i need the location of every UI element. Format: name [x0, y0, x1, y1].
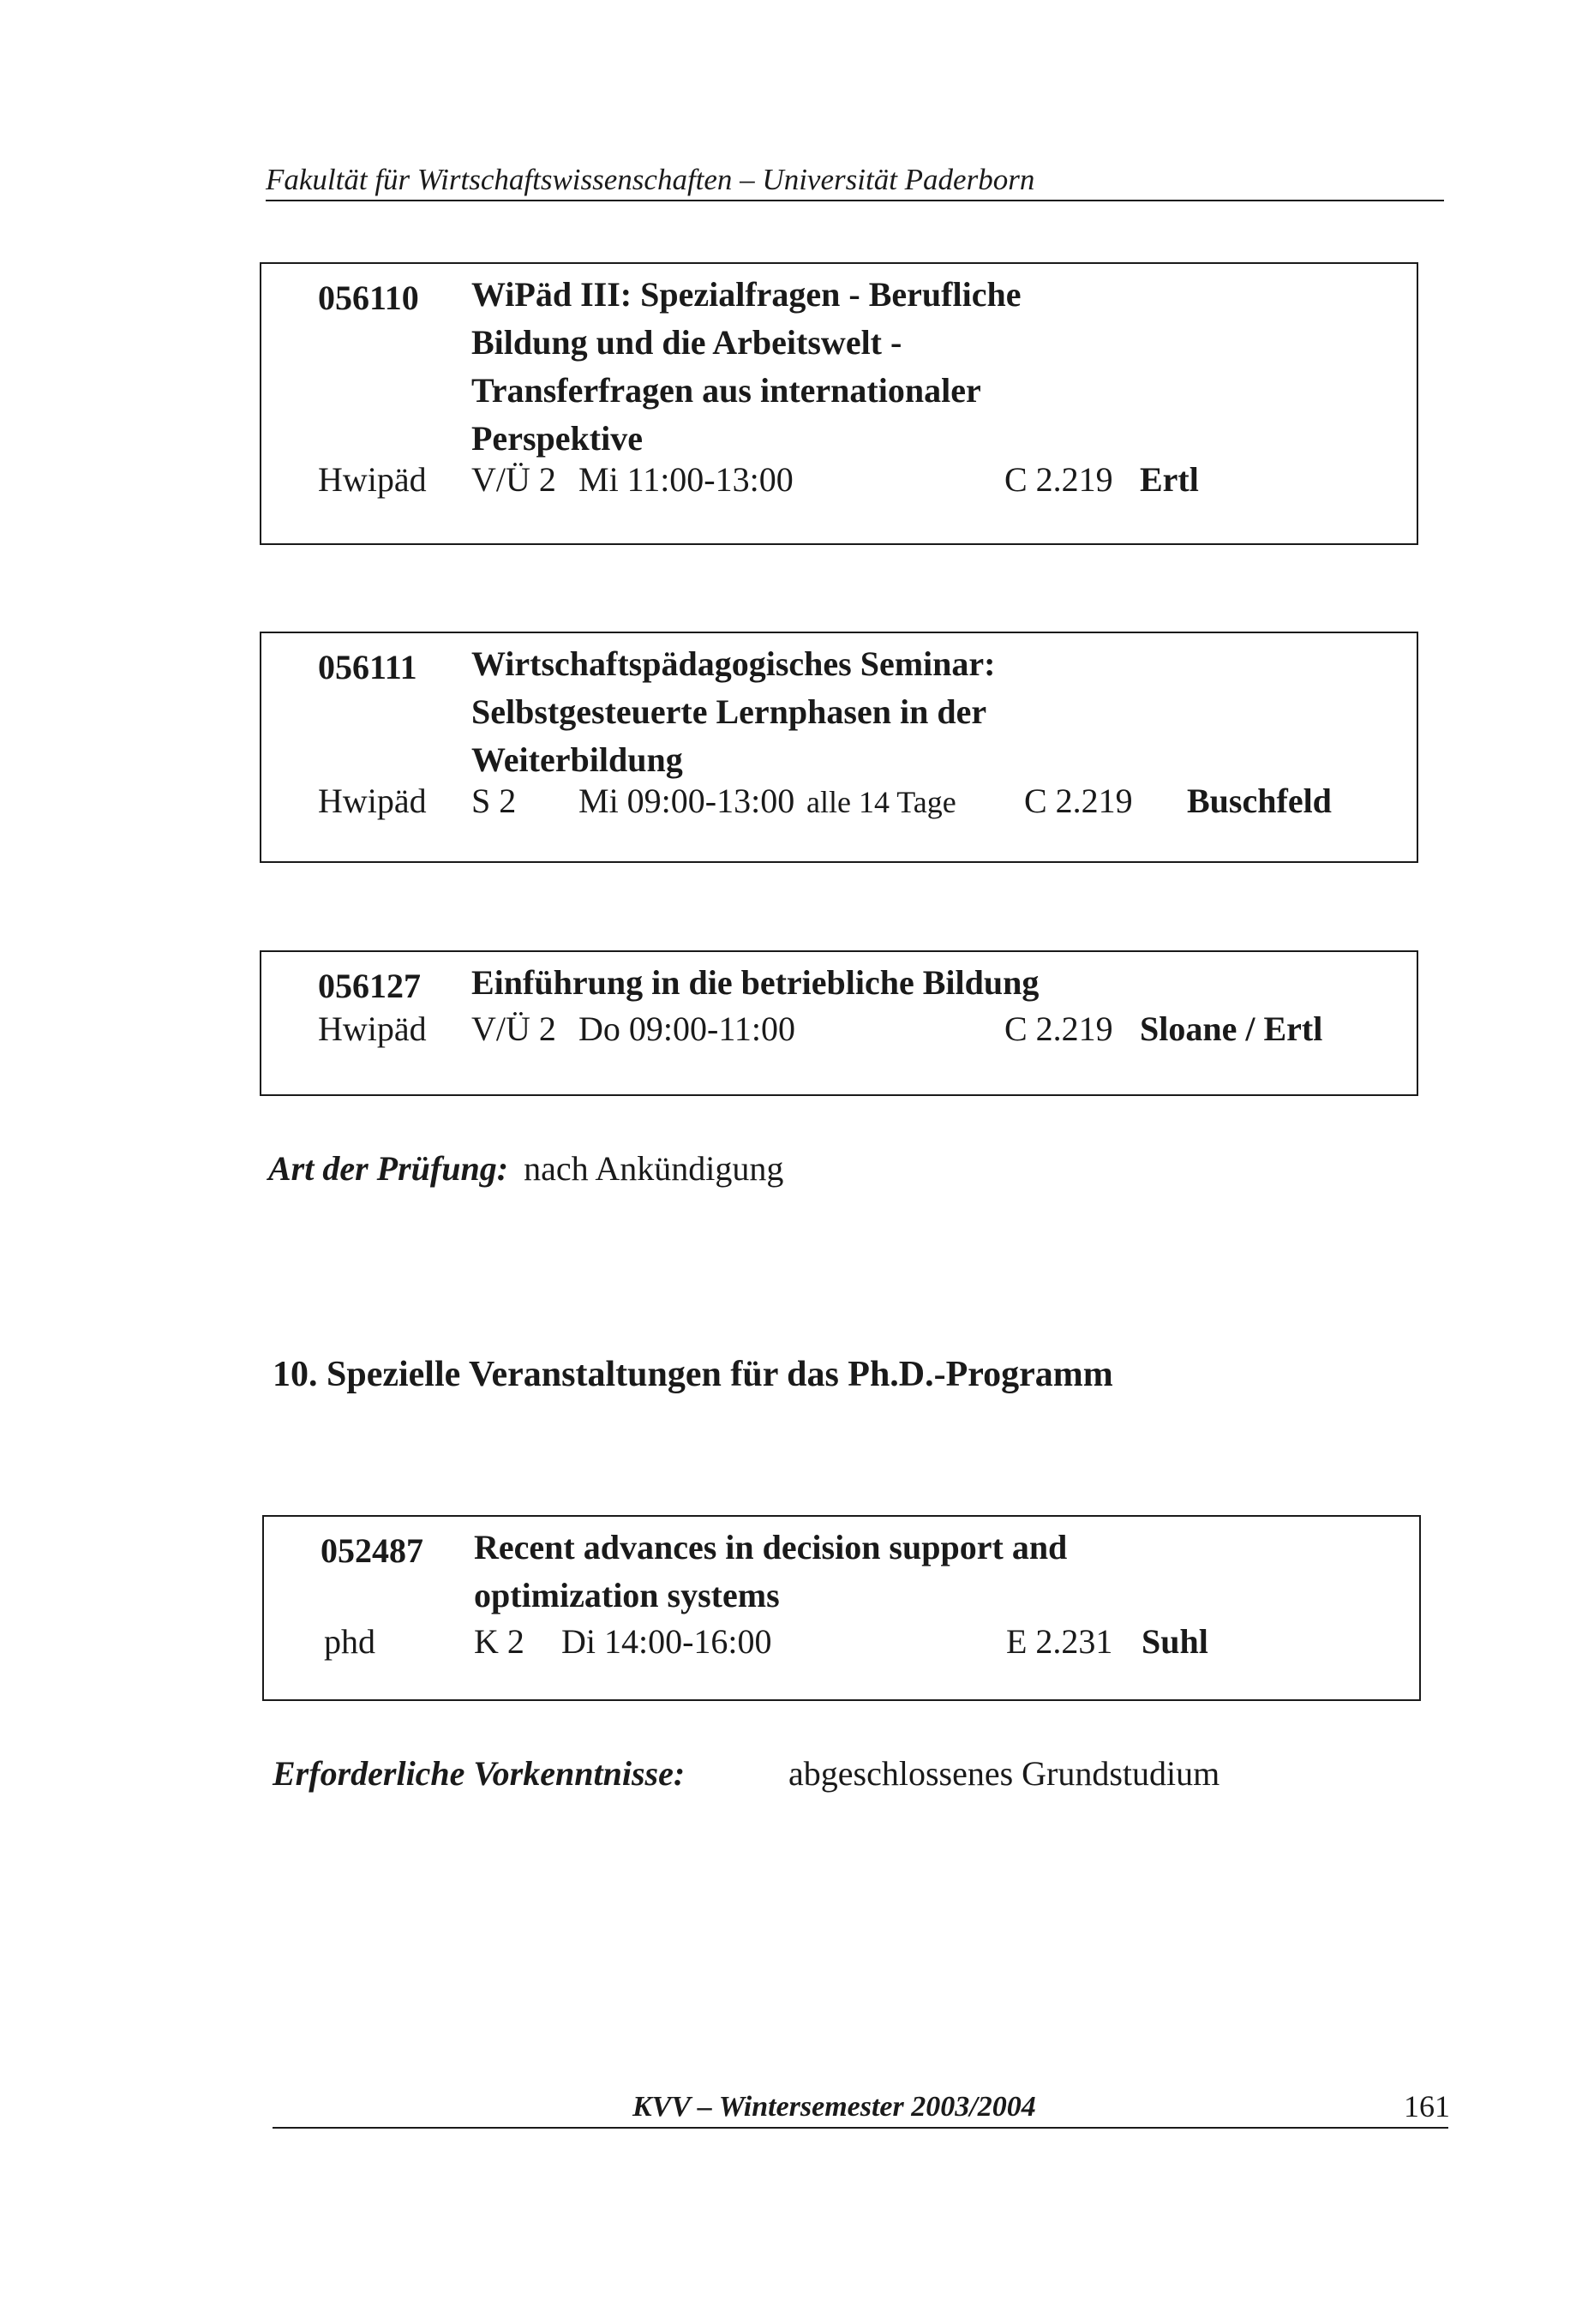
course-number: 056127	[318, 967, 421, 1005]
exam-info	[268, 1148, 783, 1189]
prereq-label: Erforderliche Vorkenntnisse:	[273, 1754, 686, 1793]
course-number: 056110	[318, 279, 419, 317]
prereq-value: abgeschlossenes Grundstudium	[788, 1754, 1220, 1793]
footer-rule	[273, 2127, 1448, 2129]
course-number: 052487	[321, 1531, 423, 1570]
course-title: Recent advances in decision support and optimization systems	[474, 1528, 1068, 1614]
course-box-056127	[260, 950, 1418, 1096]
course-room: C 2.219	[1024, 782, 1133, 820]
course-time: Di 14:00-16:00	[561, 1622, 772, 1661]
page-header: Fakultät für Wirtschaftswissenschaften – Universität Paderborn	[266, 163, 1035, 196]
course-lecturer: Suhl	[1142, 1622, 1208, 1661]
course-box-056111	[260, 632, 1418, 863]
header-rule	[266, 200, 1444, 201]
section-heading: 10. Spezielle Veranstaltungen für das Ph.D.-Programm	[273, 1355, 1113, 1394]
course-type: K 2	[474, 1622, 524, 1661]
course-title: WiPäd III: Spezialfragen - Berufliche Bildung und die Arbeitswelt - Transferfragen aus internationaler Perspektive	[471, 275, 1022, 458]
course-box-056110	[260, 262, 1418, 545]
course-area: Hwipäd	[318, 782, 427, 820]
course-area: Hwipäd	[318, 1009, 427, 1048]
course-time: Do 09:00-11:00	[578, 1009, 795, 1048]
course-room: C 2.219	[1004, 1009, 1113, 1048]
course-area: Hwipäd	[318, 460, 427, 499]
course-area: phd	[324, 1622, 375, 1661]
course-title: Wirtschaftspädagogisches Seminar: Selbstgesteuerte Lernphasen in der Weiterbildung	[471, 644, 996, 779]
course-type: V/Ü 2	[471, 460, 556, 499]
course-room: E 2.231	[1006, 1622, 1113, 1661]
exam-label: Art der Prüfung:	[268, 1149, 509, 1188]
footer-text: KVV – Wintersemester 2003/2004	[632, 2091, 1036, 2123]
course-note: alle 14 Tage	[806, 785, 956, 819]
exam-value: nach Ankündigung	[524, 1149, 784, 1188]
course-time: Mi 11:00-13:00	[578, 460, 794, 499]
course-type: V/Ü 2	[471, 1009, 556, 1048]
page-number: 161	[1404, 2089, 1450, 2123]
course-number: 056111	[318, 648, 417, 686]
course-lecturer: Sloane / Ertl	[1140, 1009, 1323, 1048]
course-lecturer: Ertl	[1140, 460, 1199, 499]
course-lecturer: Buschfeld	[1187, 782, 1332, 820]
course-time: Mi 09:00-13:00	[578, 782, 795, 820]
course-title: Einführung in die betriebliche Bildung	[471, 963, 1040, 1002]
course-type: S 2	[471, 782, 517, 820]
course-box-052487	[262, 1515, 1421, 1701]
course-room: C 2.219	[1004, 460, 1113, 499]
